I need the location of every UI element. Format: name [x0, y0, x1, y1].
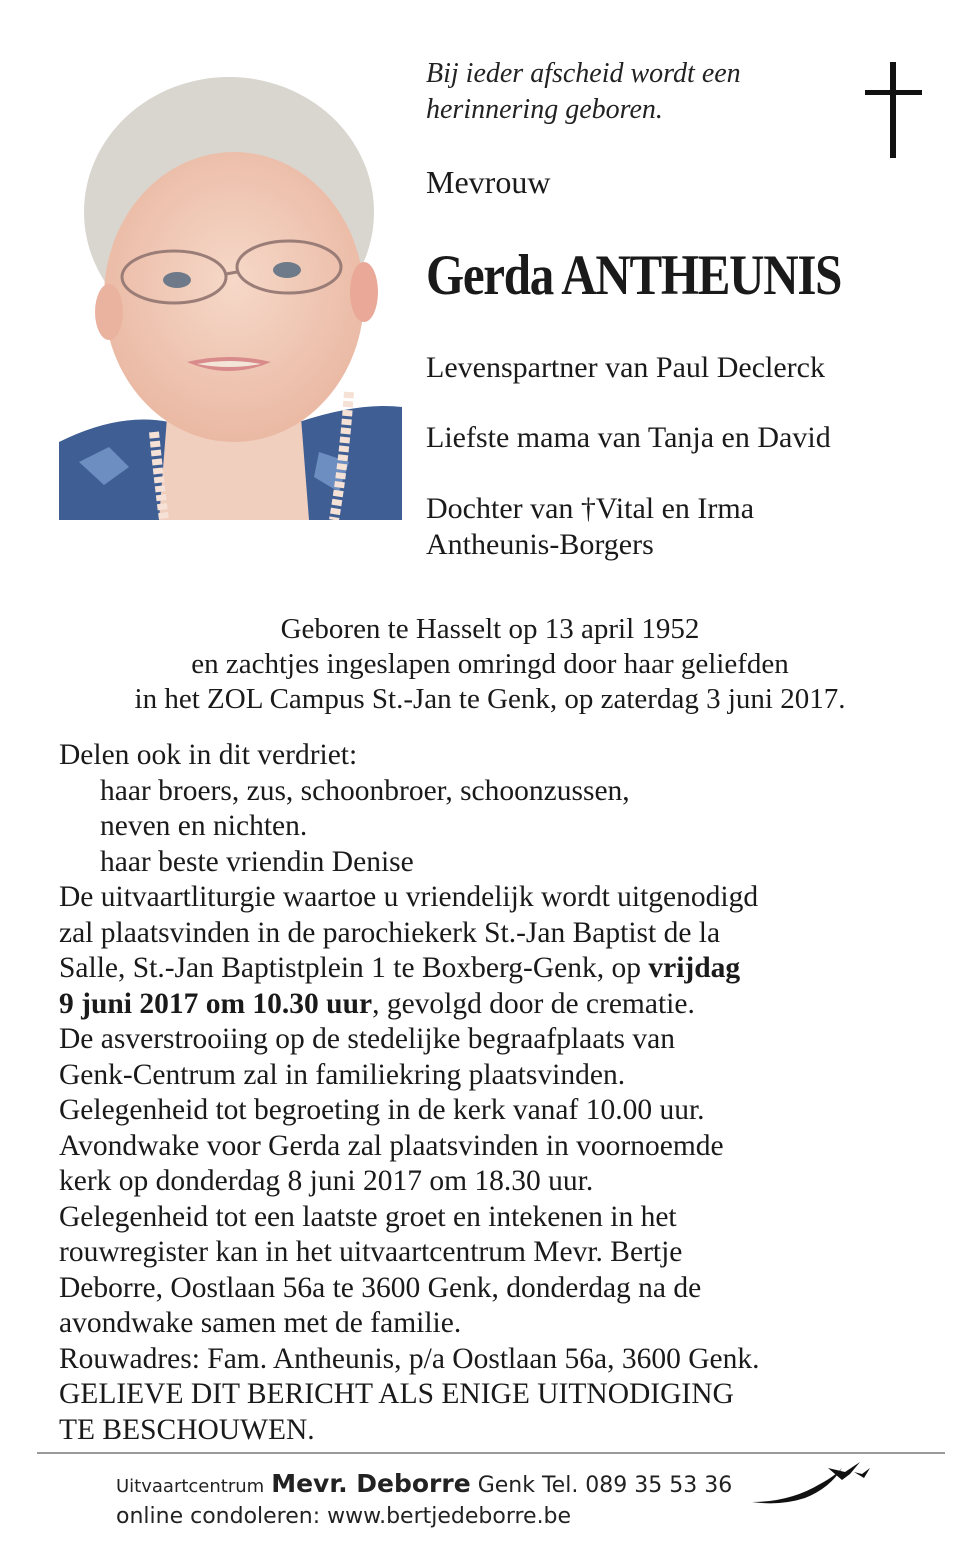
death-place-line: in het ZOL Campus St.-Jan te Genk, op zaterdag 3 juni 2017.: [134, 683, 846, 715]
honorific: Mevrouw: [426, 164, 551, 200]
funeral-home-phone: Tel. 089 35 53 36: [541, 1473, 733, 1498]
ceremony-line: [59, 987, 760, 1023]
parents-line: Dochter van †Vital en Irma: [426, 492, 755, 525]
ceremony-line: zal plaatsvinden in de parochiekerk St.-Jan Baptist de la: [59, 916, 721, 949]
detail-line: Avondwake voor Gerda zal plaatsvinden in voornoemde: [59, 1129, 724, 1162]
address-line: Rouwadres: Fam. Antheunis, p/a Oostlaan 56a, 3600 Genk.: [59, 1342, 760, 1375]
birds-logo-icon: [750, 1458, 874, 1506]
online-condolence-link[interactable]: online condoleren: www.bertjedeborre.be: [116, 1504, 572, 1529]
portrait-image: [59, 62, 402, 520]
detail-line: Deborre, Oostlaan 56a te 3600 Genk, donderdag na de: [59, 1271, 702, 1304]
birth-death-block: [0, 612, 980, 717]
ceremony-text: , gevolgd door de crematie.: [372, 987, 695, 1020]
cross-icon: [865, 62, 922, 158]
ceremony-line: [59, 951, 760, 987]
sharing-item: neven en nichten.: [100, 810, 308, 842]
funeral-home-prefix: Uitvaartcentrum: [116, 1476, 265, 1497]
deceased-name: Gerda ANTHEUNIS: [426, 244, 842, 307]
ceremony-text: Salle, St.-Jan Baptistplein 1 te Boxberg-Genk, op: [59, 952, 649, 984]
partner-line: Levenspartner van Paul Declerck: [426, 351, 825, 384]
detail-line: rouwregister kan in het uitvaartcentrum Mevr. Bertje: [59, 1236, 683, 1268]
children-line: Liefste mama van Tanja en David: [426, 421, 831, 454]
detail-line: De asverstrooiing op de stedelijke begraafplaats van: [59, 1023, 675, 1055]
detail-line: Gelegenheid tot begroeting in de kerk vanaf 10.00 uur.: [59, 1094, 705, 1126]
quote-line: Bij ieder afscheid wordt een: [426, 58, 741, 89]
quote-line: herinnering geboren.: [426, 94, 663, 125]
birth-line: Geboren te Hasselt op 13 april 1952: [280, 613, 700, 645]
detail-line: avondwake samen met de familie.: [59, 1307, 462, 1339]
ceremony-date-time: 9 juni 2017 om 10.30 uur: [59, 987, 373, 1020]
footer-divider: [37, 1452, 945, 1454]
funeral-home-line: [116, 1468, 732, 1503]
sharing-intro: Delen ook in dit verdriet:: [59, 739, 358, 771]
memorial-quote: [426, 56, 741, 128]
detail-line: Genk-Centrum zal in familiekring plaatsvinden.: [59, 1058, 626, 1091]
parents-block: [426, 491, 754, 563]
sharing-item: haar beste vriendin Denise: [100, 845, 414, 878]
ceremony-line: De uitvaartliturgie waartoe u vriendelijk wordt uitgenodigd: [59, 881, 759, 913]
funeral-home-city: Genk: [477, 1473, 535, 1498]
ceremony-day: vrijdag: [648, 952, 741, 984]
notice-line: TE BESCHOUWEN.: [59, 1413, 315, 1446]
announcement-body: [59, 738, 760, 1448]
funeral-home-brand: Mevr. Deborre: [271, 1469, 471, 1498]
death-line: en zachtjes ingeslapen omringd door haar geliefden: [191, 648, 789, 680]
notice-line: GELIEVE DIT BERICHT ALS ENIGE UITNODIGING: [59, 1378, 734, 1410]
parents-line: Antheunis-Borgers: [426, 528, 654, 561]
sharing-item: haar broers, zus, schoonbroer, schoonzussen,: [100, 774, 630, 807]
detail-line: Gelegenheid tot een laatste groet en intekenen in het: [59, 1200, 677, 1233]
detail-line: kerk op donderdag 8 juni 2017 om 18.30 uur.: [59, 1165, 594, 1197]
portrait-photo: [59, 62, 402, 520]
